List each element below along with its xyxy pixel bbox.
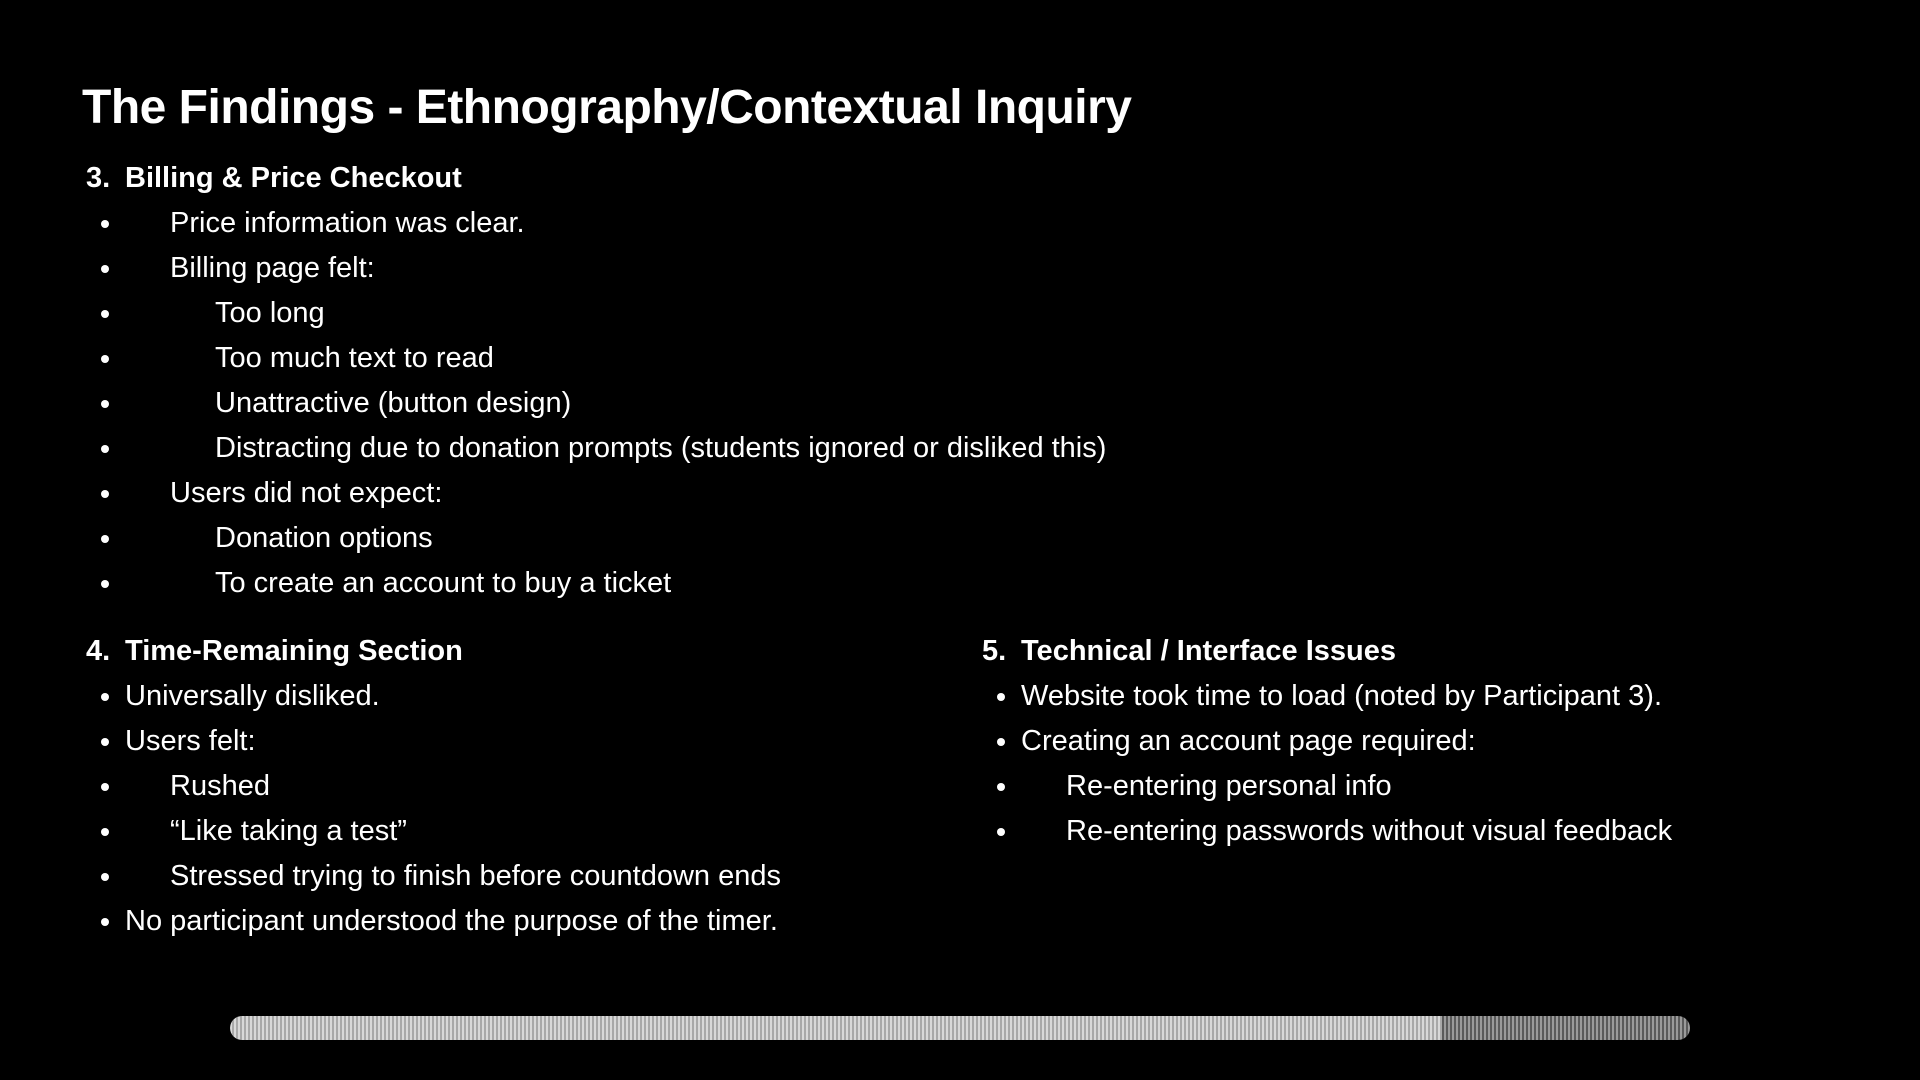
progress-bar[interactable] [230, 1016, 1690, 1040]
section-heading [86, 629, 781, 674]
section-title: Billing & Price Checkout [125, 162, 462, 194]
bullet-list [125, 201, 1106, 606]
list-item: Website took time to load (noted by Participant 3). [1021, 674, 1672, 719]
section-title: Time-Remaining Section [125, 635, 463, 667]
list-item: “Like taking a test” [125, 809, 781, 854]
list-item: Universally disliked. [125, 674, 781, 719]
section-number: 3. [86, 162, 111, 194]
bullet-list [125, 674, 781, 944]
section-number: 4. [86, 635, 111, 667]
list-item: Users did not expect: [125, 471, 1106, 516]
section-technical-issues [982, 629, 1672, 854]
list-item: Price information was clear. [125, 201, 1106, 246]
section-number: 5. [982, 635, 1007, 667]
section-time-remaining [86, 629, 781, 944]
list-item: Re-entering passwords without visual feedback [1021, 809, 1672, 854]
list-item: Billing page felt: [125, 246, 1106, 291]
section-billing [86, 156, 1106, 606]
section-title: Technical / Interface Issues [1021, 635, 1397, 667]
list-item: Unattractive (button design) [125, 381, 1106, 426]
list-item: Rushed [125, 764, 781, 809]
section-heading [982, 629, 1672, 674]
list-item: Too much text to read [125, 336, 1106, 381]
list-item: Stressed trying to finish before countdown ends [125, 854, 781, 899]
slide-title: The Findings - Ethnography/Contextual Inquiry [82, 81, 1132, 134]
list-item: Too long [125, 291, 1106, 336]
list-item: Donation options [125, 516, 1106, 561]
progress-bar-fill [230, 1016, 1442, 1040]
list-item: Re-entering personal info [1021, 764, 1672, 809]
section-heading [86, 156, 1106, 201]
list-item: Creating an account page required: [1021, 719, 1672, 764]
list-item: Users felt: [125, 719, 781, 764]
list-item: To create an account to buy a ticket [125, 561, 1106, 606]
list-item: No participant understood the purpose of the timer. [125, 899, 781, 944]
bullet-list [1021, 674, 1672, 854]
list-item: Distracting due to donation prompts (students ignored or disliked this) [125, 426, 1106, 471]
